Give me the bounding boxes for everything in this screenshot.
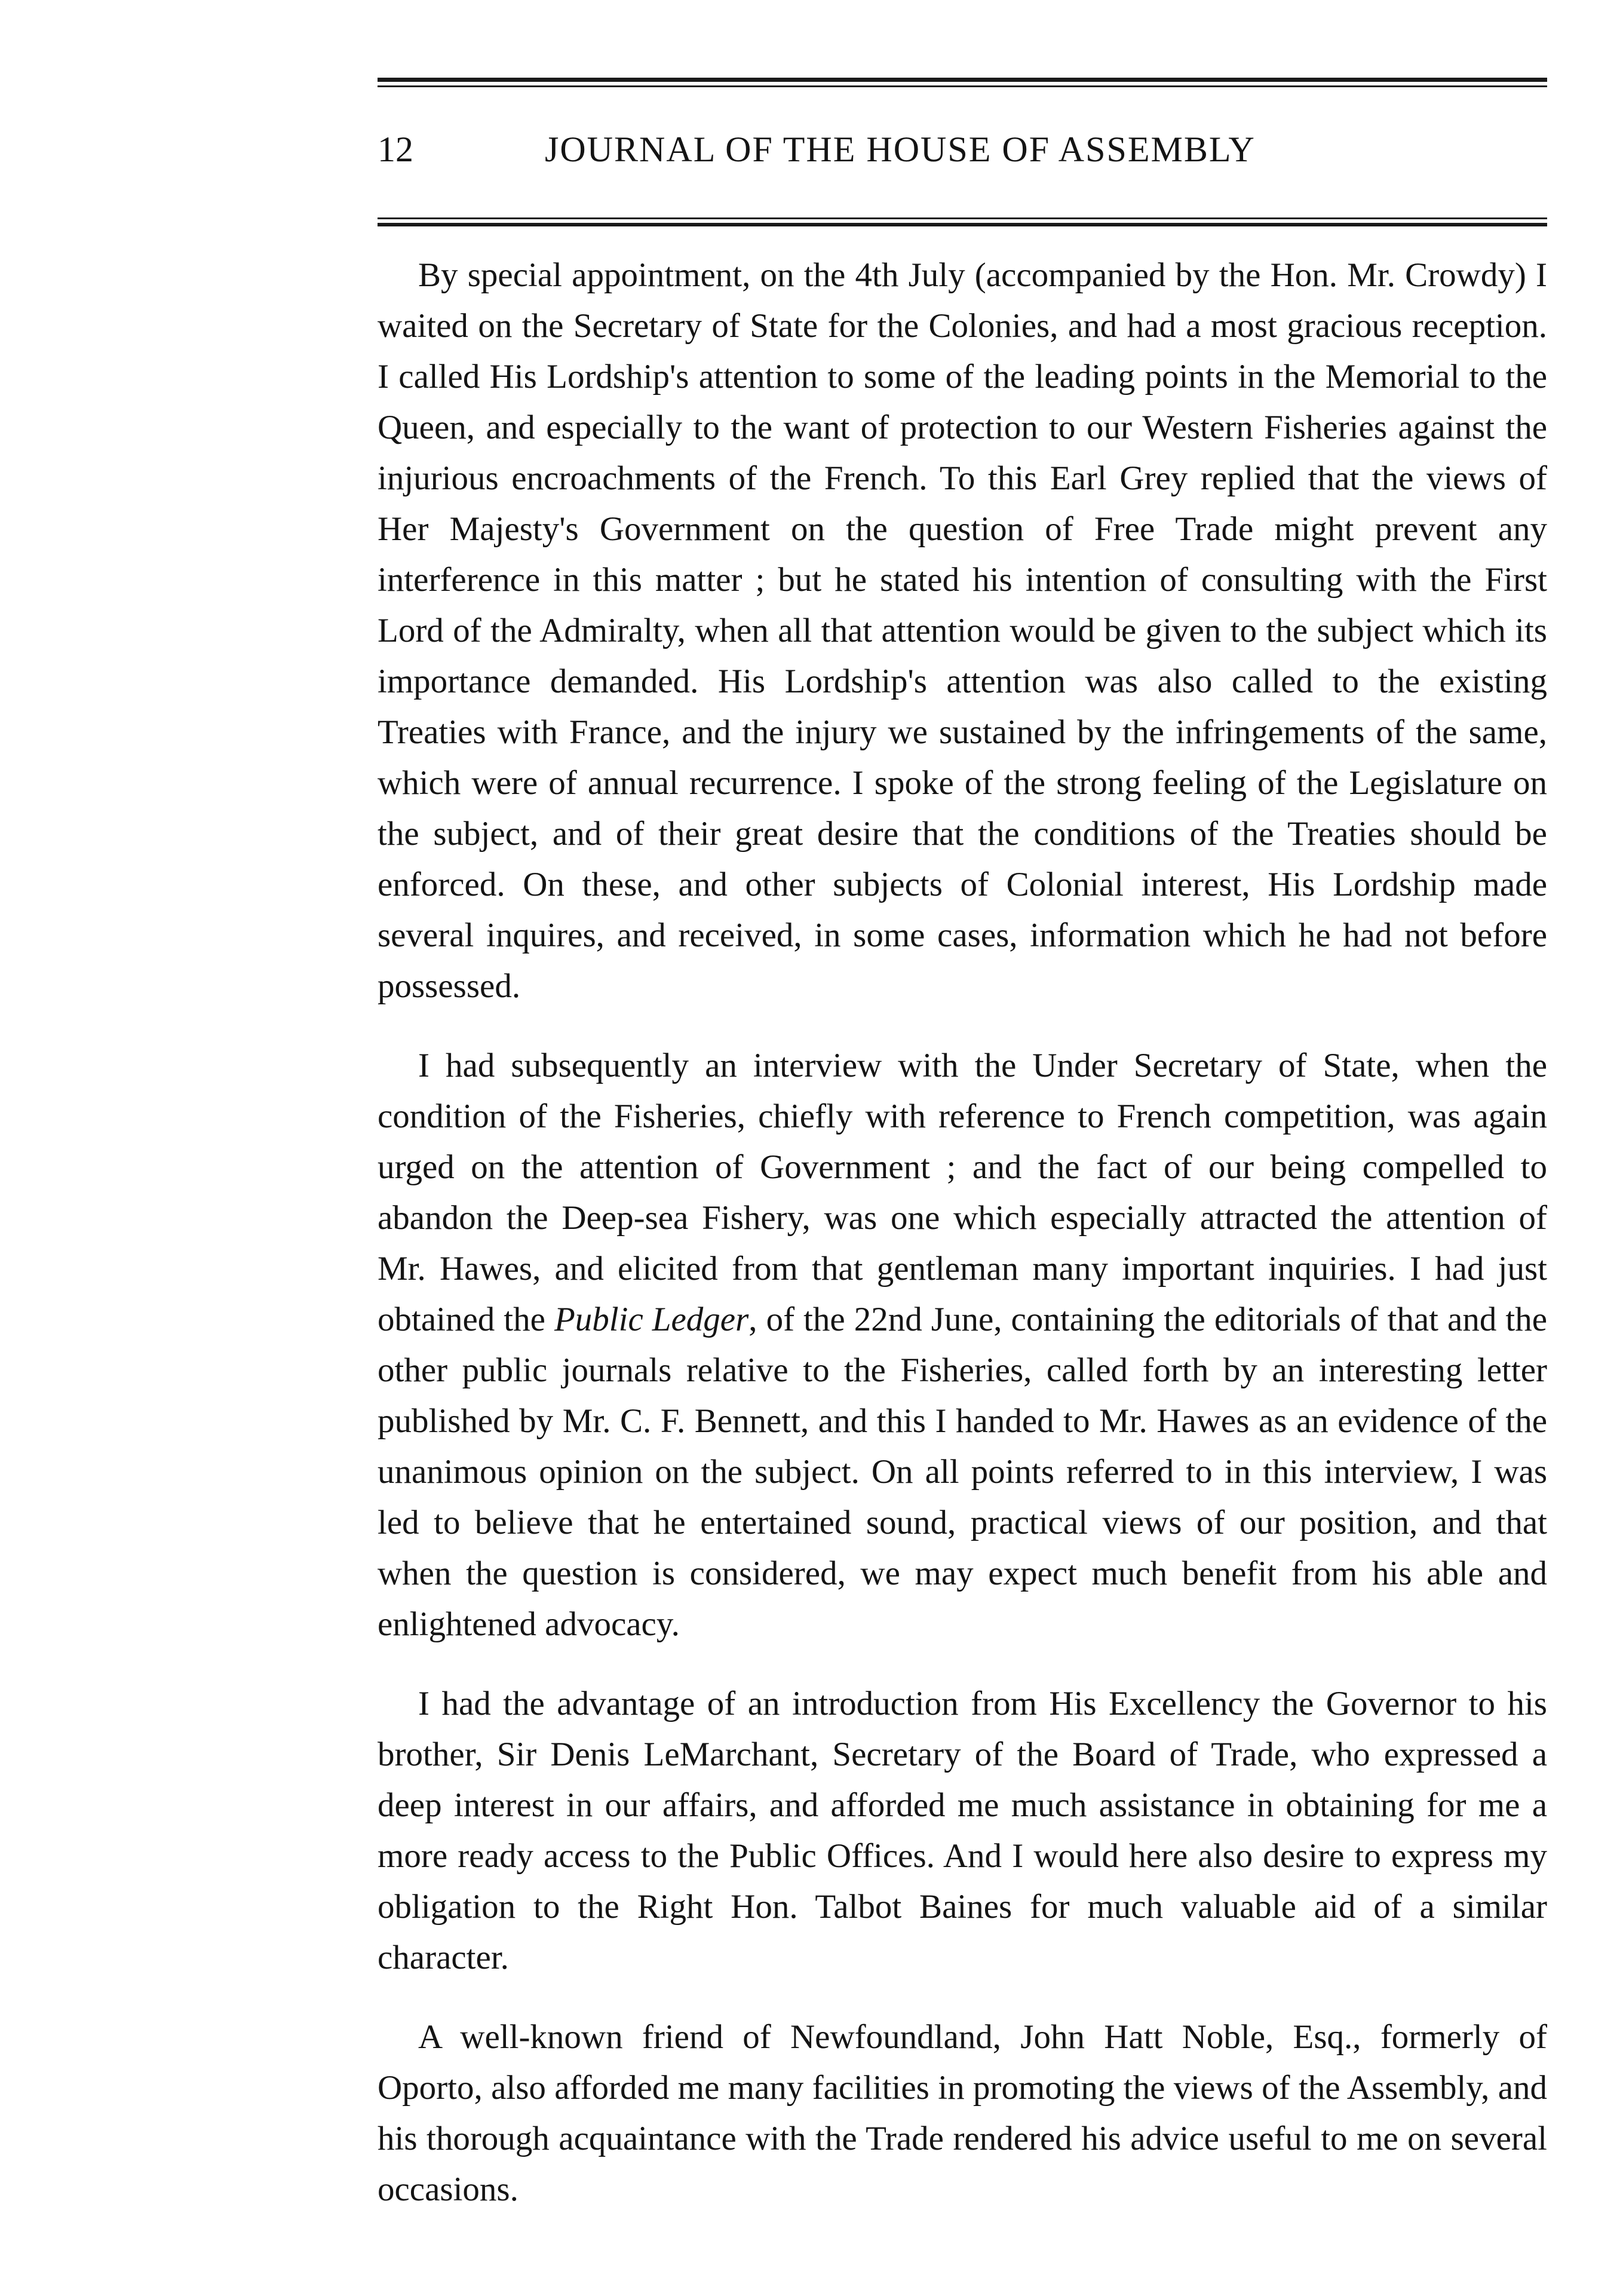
header-rule-bottom-thick (378, 223, 1547, 226)
paragraph-under-secretary-part2: , of the 22nd June, containing the editorials of that and the other public journals relative to the Fisheries, called forth by an interesting letter published by Mr. C. F. Bennett, and this I handed to Mr. Hawes as an evidence of the unanimous opinion on the subject. On all points referred to in this interview, I was led to believe that he entertained sound, practical views of our position, and that when the question is considered, we may expect much benefit from his able and enlightened advocacy. (378, 1301, 1547, 1643)
paragraph-under-secretary-part1: I had subsequently an interview with the Under Secretary of State, when the condition of the Fisheries, chiefly with reference to French competition, was again urged on the attention of Government ; and the fact of our being compelled to abandon the Deep-sea Fishery, was one which especially attracted the attention of Mr. Hawes, and elicited from that gentleman many important inquiries. I had just obtained the (378, 1047, 1547, 1338)
paragraph-under-secretary (378, 1040, 1547, 1650)
paragraph-crowdy-meeting: By special appointment, on the 4th July (accompanied by the Hon. Mr. Crowdy) I waited on the Secretary of State for the Colonies, and had a most gracious reception. I called His Lordship's attention to some of the leading points in the Memorial to the Queen, and especially to the want of protection to our Western Fisheries against the injurious encroachments of the French. To this Earl Grey replied that the views of Her Majesty's Government on the question of Free Trade might prevent any interference in this matter ; but he stated his intention of consulting with the First Lord of the Admiralty, when all that attention would be given to the subject which its importance demanded. His Lordship's attention was also called to the existing Treaties with France, and the injury we sustained by the infringements of the same, which were of annual recurrence. I spoke of the strong feeling of the Legislature on the subject, and of their great desire that the conditions of the Treaties should be enforced. On these, and other subjects of Colonial interest, His Lordship made several inquires, and received, in some cases, information which he had not before possessed. (378, 256, 1547, 1005)
body-text (378, 250, 1547, 2239)
page-number: 12 (378, 130, 413, 169)
page-header (378, 122, 1547, 176)
header-rule-top-thin (378, 85, 1547, 87)
paragraph-lemarchant: I had the advantage of an introduction from His Excellency the Governor to his brother, Sir Denis LeMarchant, Secretary of the Board of Trade, who expressed a deep interest in our affairs, and afforded me much assistance in obtaining for me a more ready access to the Public Offices. And I would here also desire to express my obligation to the Right Hon. Talbot Baines for much valuable aid of a similar character. (378, 1685, 1547, 1976)
paragraph-noble: A well-known friend of Newfoundland, John Hatt Noble, Esq., formerly of Oporto, also afforded me many facilities in promoting the views of the Assembly, and his thorough acquaintance with the Trade rendered his advice useful to me on several occasions. (378, 2018, 1547, 2208)
header-rule-bottom-thin (378, 217, 1547, 219)
running-title: JOURNAL OF THE HOUSE OF ASSEMBLY (545, 130, 1256, 169)
header-rule-top-thick (378, 78, 1547, 82)
public-ledger-title: Public Ledger (554, 1301, 749, 1338)
